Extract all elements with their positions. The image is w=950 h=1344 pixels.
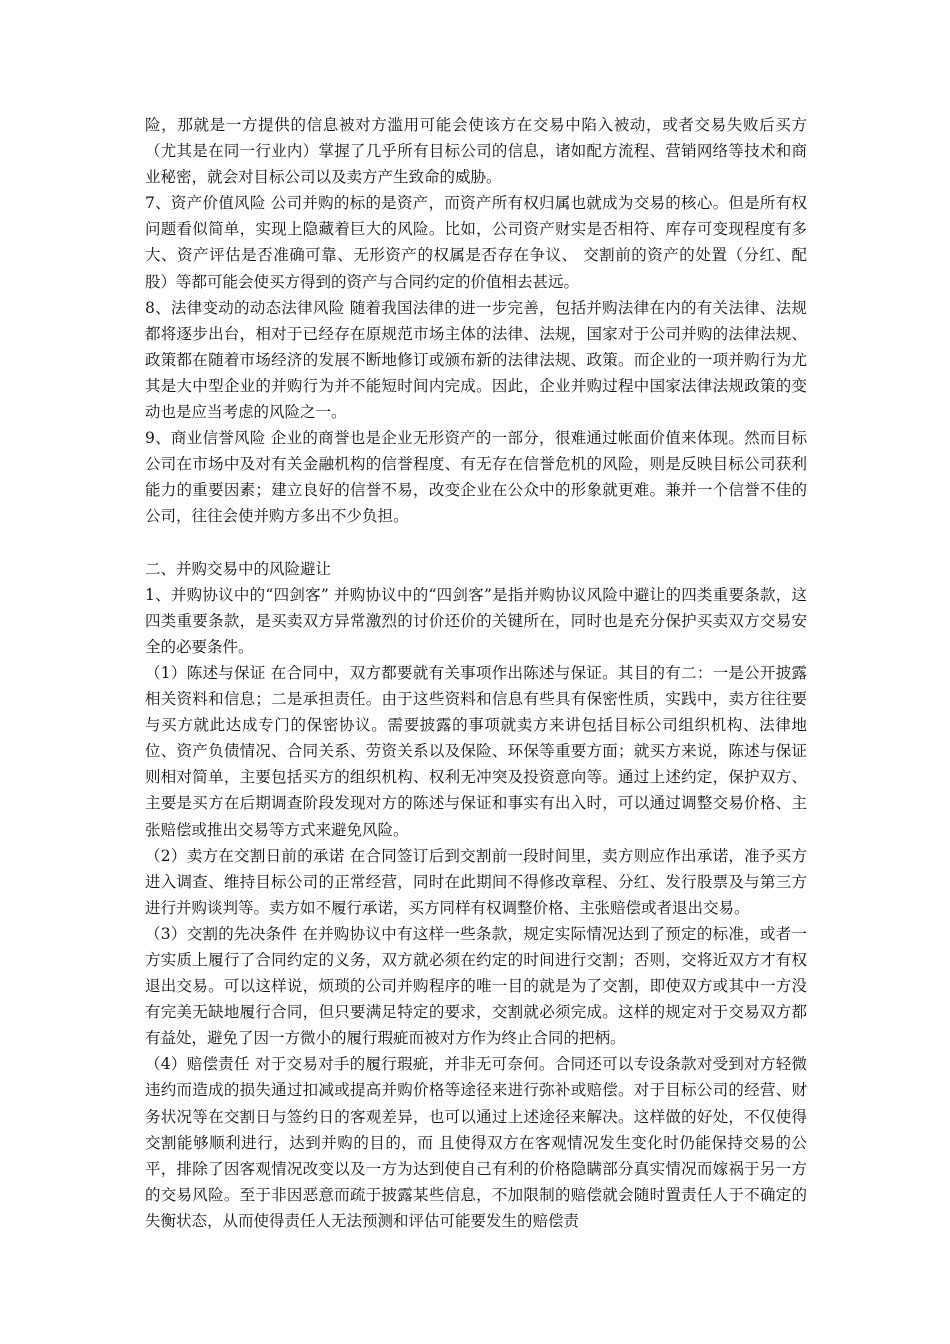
blank-line [145, 530, 807, 556]
paragraph-closing-conditions: （3）交割的先决条件 在并购协议中有这样一些条款，规定实际情况达到了预定的标准，或者一方实质上履行了合同约定的义务，双方就必须在约定的时间进行交割；否则，交将近双方才有权退出交易。可以这样说，烦琐的公司并购程序的唯一目的就是为了交割，即使双方或其中一方没有完美无缺地履行合同，但只要满足特定的要求，交割就必须完成。这样的规定对于交易双方都有益处，避免了因一方微小的履行瑕疵而被对方作为终止合同的把柄。 [145, 924, 807, 1048]
paragraph-info-leak-risk: 险，那就是一方提供的信息被对方滥用可能会使该方在交易中陷入被动，或者交易失败后买方（尤其是在同一行业内）掌握了几乎所有目标公司的信息，诸如配方流程、营销网络等技术和商业秘密，就会对目标公司以及卖方产生致命的威胁。 [145, 116, 807, 187]
paragraph-seller-covenants: （2）卖方在交割日前的承诺 在合同签订后到交割前一段时间里，卖方则应作出承诺，准予买方进入调查、维持目标公司的正常经营，同时在此期间不得修改章程、分红、发行股票及与第三方进行并购谈判等。卖方如不履行承诺，买方同样有权调整价格、主张赔偿或者退出交易。 [145, 846, 807, 917]
document-page [145, 112, 807, 1234]
paragraph-indemnification: （4）赔偿责任 对于交易对手的履行瑕疵，并非无可奈何。合同还可以专设条款对受到对方轻微违约而造成的损失通过扣减或提高并购价格等途径来进行弥补或赔偿。对于目标公司的经营、财务状况等在交割日与签约日的客观差异，也可以通过上述途径来解决。这样做的好处，不仅使得交割能够顺利进行，达到并购的目的，而 且使得双方在客观情况发生变化时仍能保持交易的公平，排除了因客观情况改变以及一方为达到使自己有利的价格隐瞒部分真实情况而嫁祸于另一方的交易风险。至于非因恶意而疏于披露某些信息，不加限制的赔偿就会随时置责任人于不确定的失衡状态，从而使得责任人无法预测和评估可能要发生的赔偿责 [145, 1055, 807, 1230]
paragraph-asset-value-risk: 7、资产价值风险 公司并购的标的是资产，而资产所有权归属也就成为交易的核心。但是所有权问题看似简单，实现上隐藏着巨大的风险。比如，公司资产财实是否相符、库存可变现程度有多大、资产评估是否准确可靠、无形资产的权属是否存在争议、 交割前的资产的处置（分红、配股）等都可能会使买方得到的资产与合同约定的价值相去甚远。 [145, 194, 807, 291]
paragraph-four-swordsmen: 1、并购协议中的“四剑客” 并购协议中的“四剑客”是指并购协议风险中避让的四类重要条款，这四类重要条款，是买卖双方异常激烈的讨价还价的关键所在，同时也是充分保护买卖双方交易安全的必要条件。 [145, 585, 807, 656]
paragraph-goodwill-risk: 9、商业信誉风险 企业的商誉也是企业无形资产的一部分，很难通过帐面价值来体现。然而目标公司在市场中及对有关金融机构的信誉程度、有无存在信誉危机的风险，则是反映目标公司获利能力的重要因素；建立良好的信誉不易，改变企业在公众中的形象就更难。兼并一个信誉不佳的公司，往往会使并购方多出不少负担。 [145, 429, 807, 526]
paragraph-legal-change-risk: 8、法律变动的动态法律风险 随着我国法律的进一步完善，包括并购法律在内的有关法律、法规都将逐步出台，相对于已经存在原规范市场主体的法律、法规，国家对于公司并购的法律法规、政策都在随着市场经济的发展不断地修订或颁布新的法律法规、政策。而企业的一项并购行为尤其是大中型企业的并购行为并不能短时间内完成。因此，企业并购过程中国家法律法规政策的变动也是应当考虑的风险之一。 [145, 298, 807, 422]
paragraph-representations-warranties: （1）陈述与保证 在合同中，双方都要就有关事项作出陈述与保证。其目的有二：一是公开披露相关资料和信息；二是承担责任。由于这些资料和信息有些具有保密性质，实践中，卖方往往要与买方就此达成专门的保密协议。需要披露的事项就卖方来讲包括目标公司组织机构、法律地位、资产负债情况、合同关系、劳资关系以及保险、环保等重要方面；就买方来说，陈述与保证则相对简单，主要包括买方的组织机构、权利无冲突及投资意向等。通过上述约定，保护双方、主要是买方在后期调查阶段发现对方的陈述与保证和事实有出入时，可以通过调整交易价格、主张赔偿或推出交易等方式来避免风险。 [145, 663, 807, 839]
section-heading-risk-avoidance: 二、并购交易中的风险避让 [145, 559, 332, 578]
